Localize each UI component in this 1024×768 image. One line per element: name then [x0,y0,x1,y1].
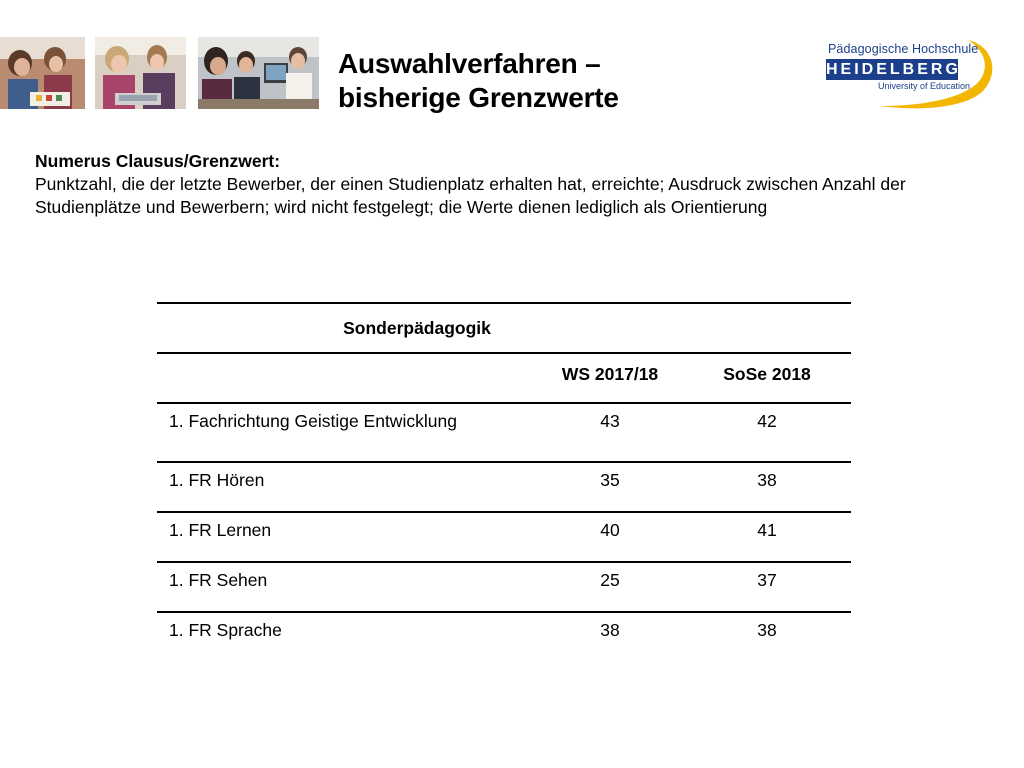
table-row [157,563,851,611]
header-photo-computer-lab [198,37,319,109]
column-header-sose: SoSe 2018 [723,364,811,384]
row-value-ws: 38 [600,620,620,640]
header-photo-students-table [0,37,85,109]
logo-tagline: University of Education [878,81,971,91]
row-value-ws: 40 [600,520,620,540]
table-row [157,463,851,511]
grenzwerte-table [157,302,851,661]
table-row [157,513,851,561]
page-title-line-1: Auswahlverfahren – [338,48,601,79]
row-label: 1. FR Hören [169,470,265,490]
page-title-line-2: bisherige Grenzwerte [338,82,619,113]
row-label: 1. FR Lernen [169,520,272,540]
row-label: 1. FR Sehen [169,570,268,590]
row-value-ws: 43 [600,411,620,431]
table-subject: Sonderpädagogik [343,318,491,338]
table-row [157,404,851,461]
university-logo [818,36,998,110]
table-subject-row [157,304,851,352]
header-photo-students-laptop [95,37,186,109]
definition-block [35,150,995,219]
table-row [157,613,851,661]
row-label: 1. Fachrichtung Geistige Entwicklung [169,411,457,431]
row-value-sose: 37 [757,570,777,590]
definition-text: Punktzahl, die der letzte Bewerber, der einen Studienplatz erhalten hat, erreichte; Ausdruck zwischen Anzahl der Studienplätze und Bewerbern; wird nicht festgelegt; die Werte dienen lediglich als Orientierung [35,174,906,217]
logo-city-name: HEIDELBERG [826,61,961,78]
row-value-sose: 38 [757,470,777,490]
row-value-sose: 42 [757,411,777,431]
definition-term: Numerus Clausus/Grenzwert: [35,151,281,171]
row-value-ws: 25 [600,570,620,590]
row-value-ws: 35 [600,470,620,490]
row-value-sose: 38 [757,620,777,640]
page-title [338,47,619,115]
logo-institution-name: Pädagogische Hochschule [828,42,979,56]
table-header-row [157,354,851,402]
column-header-ws: WS 2017/18 [561,364,659,384]
row-label: 1. FR Sprache [169,620,282,640]
row-value-sose: 41 [757,520,777,540]
